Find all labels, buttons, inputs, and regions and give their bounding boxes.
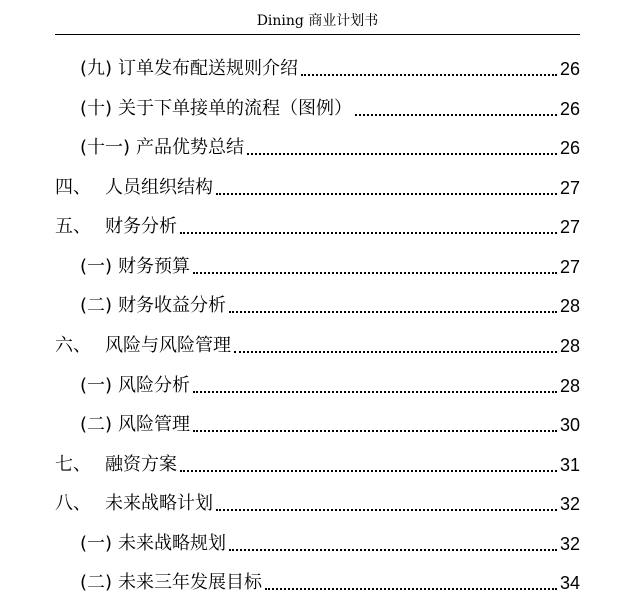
toc-entry-page: 32: [559, 494, 580, 514]
toc-entry-title: 风险分析: [118, 375, 191, 396]
dot-leader: [193, 391, 557, 393]
toc-entry[interactable]: [55, 452, 580, 478]
toc-entry[interactable]: [80, 96, 580, 122]
toc-entry[interactable]: [55, 491, 580, 517]
toc-entry-page: 26: [559, 138, 580, 158]
toc-entry-number: (二): [80, 572, 113, 593]
toc-entry-page: 28: [559, 296, 580, 316]
toc-entry-number: 五、: [55, 216, 91, 237]
toc-entry[interactable]: [55, 175, 580, 201]
dot-leader: [229, 311, 557, 313]
toc-entry-page: 26: [559, 59, 580, 79]
toc-entry-page: 28: [559, 336, 580, 356]
dot-leader: [180, 470, 557, 472]
toc-entry-number: (一): [80, 533, 113, 554]
dot-leader: [355, 114, 557, 116]
toc-entry-title: 产品优势总结: [136, 137, 245, 158]
toc-entry-title: 人员组织结构: [105, 177, 213, 198]
toc-entry-number: (十): [80, 98, 113, 119]
toc-entry-page: 34: [559, 573, 580, 593]
dot-leader: [216, 509, 557, 511]
toc-entry-number: 八、: [55, 493, 91, 514]
toc-entry-title: 未来战略计划: [105, 493, 213, 514]
toc-entry-title: 订单发布配送规则介绍: [118, 58, 299, 79]
dot-leader: [301, 74, 557, 76]
toc-entry[interactable]: [80, 570, 580, 596]
dot-leader: [193, 430, 557, 432]
toc-entry[interactable]: [80, 293, 580, 319]
toc-entry-page: 27: [559, 257, 580, 277]
toc-entry-title: 财务收益分析: [118, 295, 227, 316]
toc-entry-title: 未来战略规划: [118, 533, 227, 554]
toc-entry[interactable]: [55, 333, 580, 359]
page-header: [55, 0, 580, 35]
header-title: Dining 商业计划书: [256, 13, 379, 29]
toc-entry-number: (一): [80, 375, 113, 396]
toc-entry-title: 财务分析: [105, 216, 177, 237]
toc-entry[interactable]: [80, 56, 580, 82]
toc-entry-page: 28: [559, 376, 580, 396]
toc-entry[interactable]: [80, 531, 580, 557]
toc-entry-number: (十一): [80, 137, 131, 158]
toc-entry-page: 27: [559, 178, 580, 198]
toc-entry[interactable]: [80, 373, 580, 399]
toc-entry-title: 财务预算: [118, 256, 191, 277]
toc-entry-number: (一): [80, 256, 113, 277]
toc-entry[interactable]: [80, 135, 580, 161]
dot-leader: [180, 232, 557, 234]
dot-leader: [216, 193, 557, 195]
dot-leader: [234, 351, 557, 353]
toc-entry-number: 六、: [55, 335, 91, 356]
toc-entry[interactable]: [80, 254, 580, 280]
dot-leader: [229, 549, 557, 551]
toc-entry-page: 32: [559, 534, 580, 554]
toc-entry[interactable]: [55, 214, 580, 240]
toc-entry-number: 七、: [55, 454, 91, 475]
toc-entry-page: 26: [559, 99, 580, 119]
toc-entry-title: 关于下单接单的流程（图例）: [118, 98, 353, 119]
toc-entry-title: 风险管理: [118, 414, 191, 435]
toc-entry-number: (二): [80, 414, 113, 435]
dot-leader: [247, 153, 557, 155]
toc-entry-number: (九): [80, 58, 113, 79]
toc-entry-page: 27: [559, 217, 580, 237]
toc-entry-page: 30: [559, 415, 580, 435]
toc-entry-number: (二): [80, 295, 113, 316]
toc-entry-title: 风险与风险管理: [105, 335, 231, 356]
toc-entry-number: 四、: [55, 177, 91, 198]
toc-entry-title: 未来三年发展目标: [118, 572, 263, 593]
toc-entry[interactable]: [80, 412, 580, 438]
toc-entry-page: 31: [559, 455, 580, 475]
toc-entry-title: 融资方案: [105, 454, 177, 475]
dot-leader: [265, 588, 557, 590]
dot-leader: [193, 272, 557, 274]
